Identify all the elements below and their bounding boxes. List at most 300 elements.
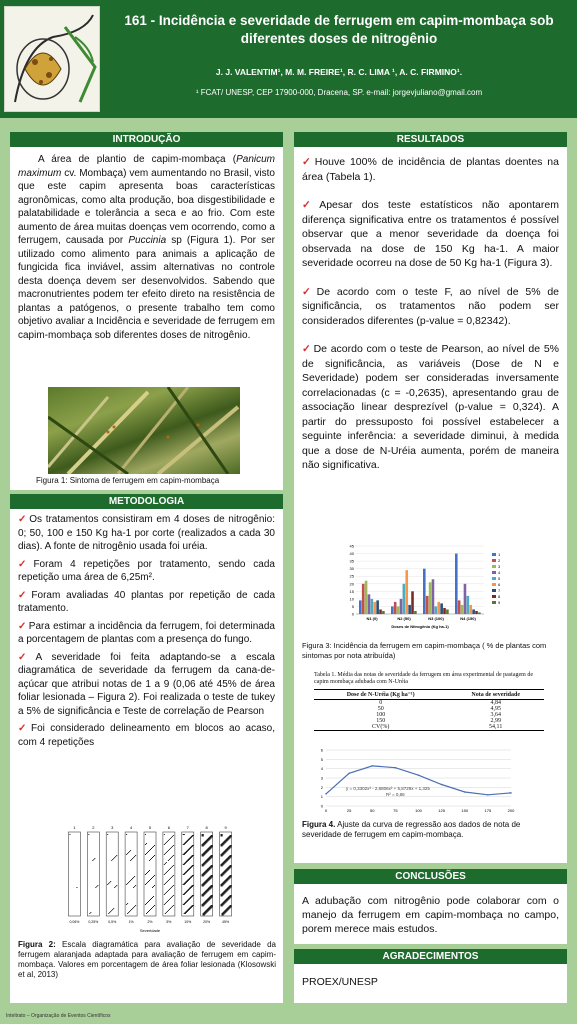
curve-point	[487, 794, 489, 796]
lesion-spot	[112, 859, 113, 860]
lesion-spot	[169, 909, 170, 910]
results-item: ✓ Apesar dos teste estatísticos não apontarem diferença significativa entre os tratamentos é possível observar que a menor severidade da doença foi observada na dose de 150 Kg ha-1. A maior severidade ocorreu na dose de 50 Kg ha-1 (Figura 3).	[302, 199, 559, 269]
lesion-spot	[211, 845, 213, 848]
y-tick-label: 3	[320, 775, 323, 781]
lesion-spot	[132, 908, 133, 909]
lesion-spot	[90, 912, 91, 913]
check-icon: ✓	[18, 723, 29, 734]
severity-scale-figure	[65, 824, 235, 934]
lesion-spot	[149, 870, 150, 871]
lesion-spot	[153, 906, 154, 907]
lesion-spot	[191, 886, 193, 887]
lesion-spot	[147, 912, 148, 913]
lesion-spot	[149, 880, 150, 881]
lesion-spot	[135, 855, 136, 856]
bar-series-2	[362, 584, 365, 614]
lesion-spot	[184, 883, 186, 884]
lesion-spot	[114, 887, 115, 888]
legend-swatch	[492, 565, 496, 568]
bar-series-5	[467, 596, 470, 614]
lesion-spot	[152, 887, 153, 888]
lesion-spot	[172, 866, 173, 867]
y-tick-label: 30	[349, 566, 354, 572]
fig1-caption: Figura 1: Sintoma de ferrugem em capim-mombaça	[36, 476, 220, 485]
lesion-spot	[146, 843, 147, 844]
lesion-spot	[191, 896, 193, 897]
lesion-spot	[129, 911, 130, 912]
lesion-spot	[167, 841, 168, 842]
lesion-spot	[133, 887, 134, 888]
leaf-strip	[87, 832, 99, 916]
check-icon: ✓	[302, 156, 313, 168]
lesion-spot	[165, 903, 166, 904]
results-heading: RESULTADOS	[294, 132, 567, 147]
lesion-spot	[165, 843, 166, 844]
lesion-spot	[92, 860, 93, 861]
lesion-spot	[95, 887, 96, 888]
fig3-caption: Figura 3: Incidência da ferrugem em capim-mombaça ( % de plantas com sintomas por nota atribuída)	[302, 641, 547, 660]
bar-series-2	[394, 602, 397, 614]
check-icon: ✓	[18, 651, 34, 663]
lesion-spot	[131, 859, 132, 860]
lesion-spot	[190, 837, 192, 838]
check-icon: ✓	[302, 343, 312, 355]
legend-label: 1	[498, 552, 501, 557]
conclusions-text: A adubação com nitrogênio pode colaborar com o manejo da ferrugem em capim-mombaça no campo, porem merece mais estudos.	[302, 895, 559, 935]
lesion-spot	[190, 847, 192, 848]
lesion-spot	[189, 868, 191, 869]
lesion-spot	[191, 876, 193, 877]
table-cell: 0	[379, 700, 383, 706]
table-cell: 3,64	[490, 712, 501, 718]
lesion-spot	[130, 910, 131, 911]
intro-text: A área de plantio de capim-mombaça (Panicum maximum cv. Mombaça) vem aumentando no Brasil, visto que este capim apresenta boas características agronômicas, como alta produção, boa disgestibilidade e palatabilidade e tolerância a seca e ao frio. Com este aumento de área muitas doenças vem ocorrendo, como a ferrugem, causada por Puccinia sp (Figura 1). Por ser utilizado como alimento para animais a aplicação de fungicida fica inviável, assim alternativas no controle desta doença devem ser desenvolvidos. Sabendo que macronutrientes podem ter efeito direto na resistência de plantas a patógenos, o presente trabalho tem como objetivo avaliar a Incidência e severidade de ferrugem em capim-mombaça sob diferentes doses de nitrogênio.	[18, 154, 275, 341]
lesion-spot	[109, 882, 110, 883]
lesion-spot	[189, 898, 191, 899]
conclusions-section	[294, 869, 567, 944]
results-item: ✓ Houve 100% de incidência de plantas doentes na área (Tabela 1).	[302, 156, 559, 183]
incidence-bar-chart	[344, 540, 524, 640]
lesion-spot	[172, 846, 173, 847]
lesion-spot	[184, 893, 186, 894]
x-tick-label: 200	[507, 808, 515, 813]
lesion-spot	[189, 908, 191, 909]
scale-percent: 10%	[184, 920, 192, 924]
lesion-spot	[185, 852, 187, 853]
lesion-spot	[164, 864, 165, 865]
lesion-spot	[230, 905, 232, 908]
lesion-spot	[110, 881, 111, 882]
lesion-spot	[147, 882, 148, 883]
lesion-spot	[152, 847, 153, 848]
lesion-spot	[189, 848, 191, 849]
bar-series-2	[458, 600, 461, 614]
lesion-spot	[165, 913, 166, 914]
lesion-spot	[171, 877, 172, 878]
x-axis-label: Doses de Nitrogênio (Kg ha-1)	[391, 624, 449, 629]
x-tick-label: 150	[461, 808, 469, 813]
lesion-spot	[168, 890, 169, 891]
lesion-spot	[166, 912, 167, 913]
lesion-spot	[151, 898, 152, 899]
legend-label: 8	[498, 594, 501, 599]
bar-series-6	[469, 605, 472, 614]
lesion-spot	[167, 851, 168, 852]
lesion-spot	[230, 845, 232, 848]
table-cell: 100	[376, 712, 386, 718]
lesion-spot	[185, 842, 187, 843]
y-tick-label: 35	[349, 558, 354, 564]
lesion-spot	[172, 886, 173, 887]
curve-point	[325, 793, 327, 795]
curve-point	[395, 767, 397, 769]
lesion-spot	[128, 912, 129, 913]
lesion-spot	[211, 905, 213, 908]
lesion-spot	[128, 882, 129, 883]
lesion-spot	[149, 900, 150, 901]
lesion-spot	[167, 901, 168, 902]
lesion-spot	[192, 835, 194, 836]
lesion-spot	[221, 834, 223, 837]
lesion-spot	[188, 909, 190, 910]
bar-series-9	[382, 611, 385, 614]
lesion-spot	[150, 899, 151, 900]
lesion-spot	[113, 908, 114, 909]
lesion-spot	[185, 882, 187, 883]
lesion-spot	[188, 889, 190, 890]
lesion-spot	[153, 856, 154, 857]
lesion-spot	[166, 872, 167, 873]
lesion-spot	[114, 857, 115, 858]
lesion-spot	[167, 871, 168, 872]
y-tick-label: 45	[349, 543, 354, 549]
x-tick-label: N2 (50)	[397, 616, 411, 621]
lesion-spot	[164, 834, 165, 835]
lesion-spot	[171, 907, 172, 908]
lesion-spot	[166, 852, 167, 853]
lesion-spot	[166, 862, 167, 863]
scale-axis-label: Severidade	[139, 928, 161, 933]
scale-percent: 0,25%	[88, 920, 99, 924]
lesion-spot	[191, 846, 193, 847]
rust-illustration-logo	[4, 6, 100, 112]
lesion-spot	[168, 840, 169, 841]
lesion-spot	[154, 845, 155, 846]
lesion-spot	[187, 870, 189, 871]
lesion-spot	[164, 894, 165, 895]
affiliation: ¹ FCAT/ UNESP, CEP 17900-000, Dracena, SP. e-mail: jorgevjuliano@gmail.com	[195, 88, 483, 97]
lesion-spot	[134, 886, 135, 887]
footer-credit: Inteltrato – Organização de Eventos Científicos	[6, 1013, 111, 1019]
y-tick-label: 4	[320, 766, 323, 772]
lesion-spot	[211, 875, 213, 878]
y-tick-label: 5	[351, 603, 354, 609]
leaf-strip	[68, 832, 80, 916]
regression-equation: y = 0,3302x³ - 2,6806x² + 5,8729x + 1,325	[346, 786, 430, 791]
lesion-spot	[186, 851, 188, 852]
results-item: ✓ De acordo com o teste F, ao nível de 5% de significância, os tratamentos não podem ser considerados diferentes (p-value = 0,82342).	[302, 285, 559, 327]
lesion-spot	[188, 859, 190, 860]
lesion-spot	[187, 900, 189, 901]
x-tick-label: N4 (150)	[460, 616, 476, 621]
lesion-spot	[211, 885, 213, 888]
lesion-spot	[96, 886, 97, 887]
lesion-spot	[170, 888, 171, 889]
lesion-spot	[165, 873, 166, 874]
lesion-spot	[165, 863, 166, 864]
acknowledgements-heading: AGRADECIMENTOS	[294, 949, 567, 964]
lesion-spot	[185, 872, 187, 873]
lesion-spot	[170, 858, 171, 859]
lesion-spot	[169, 869, 170, 870]
methodology-item: ✓ Os tratamentos consistiram em 4 doses de nitrogênio: 0; 50, 100 e 150 Kg ha-1 por corte (realizados a cada 30 dias). A fonte de nitrogênio usada foi uréia.	[18, 514, 275, 552]
lesion-spot	[129, 851, 130, 852]
lesion-spot	[184, 863, 186, 864]
curve-point	[441, 784, 443, 786]
scale-percent: 2%	[147, 920, 153, 924]
lesion-spot	[134, 906, 135, 907]
lesion-spot	[127, 913, 128, 914]
poster-title: 161 - Incidência e severidade de ferrugem em capim-mombaça sob diferentes doses de nitrogênio	[124, 13, 554, 46]
lesion-spot	[170, 898, 171, 899]
intro-heading: INTRODUÇÃO	[10, 132, 283, 147]
check-icon: ✓	[302, 199, 318, 211]
lesion-spot	[169, 889, 170, 890]
poster-header	[0, 0, 577, 118]
lesion-spot	[168, 880, 169, 881]
table-cell: 4,84	[490, 700, 501, 706]
x-tick-label: 25	[346, 808, 352, 813]
lesion-spot	[211, 865, 213, 868]
lesion-spot	[167, 911, 168, 912]
lesion-spot	[173, 905, 174, 906]
lesion-spot	[184, 843, 186, 844]
lesion-spot	[151, 908, 152, 909]
lesion-spot	[130, 860, 131, 861]
bar-series-5	[435, 606, 438, 614]
x-tick-label: N3 (100)	[428, 616, 444, 621]
scale-number: 7	[186, 825, 189, 830]
lesion-spot	[192, 885, 194, 886]
lesion-spot	[172, 856, 173, 857]
results-item: ✓ De acordo com o teste de Pearson, ao nível de 5% de significância, as variáveis (Dose de N e Severidade) podem ser consideradas inversamente correlacionadas (c = -0,2635), apresentando grau de associação linear desprezível (p-value = 0,324). A partir do pressuposto foi possível estabelecer a seguinte inferência: a severidade diminui, à medida que a dose de N-Uréia aumenta, porém de maneira não significativa.	[302, 343, 559, 471]
lesion-spot	[148, 871, 149, 872]
lesion-spot	[192, 895, 194, 896]
lesion-spot	[146, 903, 147, 904]
lesion-spot	[110, 911, 111, 912]
lesion-spot	[135, 905, 136, 906]
lesion-spot	[126, 854, 127, 855]
lesion-spot	[183, 844, 185, 845]
lesion-spot	[230, 895, 232, 898]
check-icon: ✓	[18, 514, 28, 525]
lesion-spot	[132, 858, 133, 859]
bar-series-8	[379, 609, 382, 614]
lesion-spot	[128, 852, 129, 853]
x-tick-label: 125	[438, 808, 445, 813]
lesion-spot	[168, 910, 169, 911]
severity-table	[314, 672, 544, 731]
table-title: Tabela 1. Média das notas de severidade da ferrugem em área experimental de pastagem de capim mombaça adubada com N-Uréia	[314, 672, 533, 685]
lesion-spot	[145, 884, 146, 885]
bar-series-1	[455, 554, 458, 614]
lesion-spot	[187, 890, 189, 891]
legend-label: 3	[498, 564, 501, 569]
methodology-item: ✓ A severidade foi feita adaptando-se a escala diagramática de severidade da ferrugem da cana-de-açúcar que atribui notas de 1 a 9 (0,06 até 45% de área foliar lesionada – Figura 2). Foi realizada o teste de tukey a 5% de significância e Teste de correlação de Pearson	[18, 651, 275, 717]
scale-number: 2	[92, 825, 95, 830]
lesion-spot	[147, 902, 148, 903]
lesion-spot	[169, 879, 170, 880]
lesion-spot	[189, 888, 191, 889]
lesion-spot	[186, 861, 188, 862]
lesion-spot	[165, 893, 166, 894]
methodology-list	[10, 509, 283, 749]
lesion-spot	[130, 850, 131, 851]
legend-swatch	[492, 583, 496, 586]
lesion-spot	[167, 881, 168, 882]
lesion-spot	[126, 834, 127, 835]
lesion-spot	[148, 881, 149, 882]
lesion-spot	[173, 865, 174, 866]
bar-series-1	[423, 569, 426, 614]
curve-point	[464, 791, 466, 793]
lesion-spot	[191, 906, 193, 907]
check-icon: ✓	[18, 589, 30, 601]
lesion-spot	[147, 872, 148, 873]
lesion-spot	[154, 875, 155, 876]
curve-point	[510, 792, 512, 794]
lesion-spot	[150, 859, 151, 860]
lesion-spot	[171, 857, 172, 858]
lesion-spot	[108, 883, 109, 884]
scale-percent: 20%	[203, 920, 211, 924]
lesion-spot	[115, 886, 116, 887]
lesion-spot	[189, 858, 191, 859]
results-list	[294, 147, 567, 473]
lesion-spot	[127, 853, 128, 854]
legend-swatch	[492, 601, 496, 604]
lesion-spot	[230, 885, 232, 888]
lesion-spot	[172, 836, 173, 837]
lesion-spot	[230, 855, 232, 858]
lesion-spot	[153, 846, 154, 847]
lesion-spot	[168, 860, 169, 861]
lesion-spot	[115, 856, 116, 857]
curve-point	[418, 774, 420, 776]
lesion-spot	[188, 849, 190, 850]
lesion-spot	[150, 909, 151, 910]
lesion-spot	[113, 858, 114, 859]
lesion-spot	[132, 878, 133, 879]
lesion-spot	[116, 855, 117, 856]
lesion-spot	[152, 897, 153, 898]
lesion-spot	[164, 884, 165, 885]
bar-series-5	[371, 599, 374, 614]
scale-percent: 5%	[166, 920, 172, 924]
lesion-spot	[166, 892, 167, 893]
legend-label: 4	[498, 570, 501, 575]
lesion-spot	[130, 880, 131, 881]
results-section	[294, 132, 567, 863]
bar-series-1	[359, 600, 362, 614]
lesion-spot	[127, 883, 128, 884]
lesion-spot	[190, 897, 192, 898]
lesion-spot	[94, 858, 95, 859]
lesion-spot	[169, 839, 170, 840]
lesion-spot	[188, 839, 190, 840]
lesion-spot	[151, 858, 152, 859]
lesion-spot	[145, 874, 146, 875]
lesion-spot	[183, 864, 185, 865]
scale-number: 6	[167, 825, 171, 830]
lesion-spot	[192, 855, 194, 856]
lesion-spot	[116, 885, 117, 886]
lesion-spot	[166, 882, 167, 883]
bar-series-9	[414, 611, 417, 614]
lesion-spot	[164, 854, 165, 855]
lesion-spot	[126, 904, 127, 905]
bar-series-8	[475, 611, 478, 614]
lesion-spot	[134, 876, 135, 877]
lesion-spot	[185, 892, 187, 893]
lesion-spot	[211, 855, 213, 858]
lesion-spot	[185, 912, 187, 913]
lesion-spot	[171, 837, 172, 838]
lesion-spot	[149, 860, 150, 861]
legend-label: 9	[498, 600, 501, 605]
lesion-spot	[154, 885, 155, 886]
lesion-spot	[183, 874, 185, 875]
legend-label: 2	[498, 558, 501, 563]
lesion-spot	[190, 857, 192, 858]
lesion-spot	[170, 908, 171, 909]
y-tick-label: 5	[320, 756, 323, 762]
leaf-strip	[125, 832, 137, 916]
lesion-spot	[208, 868, 210, 871]
lesion-spot	[184, 873, 186, 874]
acknowledgements-section	[294, 949, 567, 1003]
lesion-spot	[164, 874, 165, 875]
lesion-spot	[192, 905, 194, 906]
lesion-spot	[223, 882, 225, 885]
bar-series-6	[437, 602, 440, 614]
lesion-spot	[184, 913, 186, 914]
lesion-spot	[183, 834, 185, 835]
legend-swatch	[492, 571, 496, 574]
lesion-spot	[189, 878, 191, 879]
lesion-spot	[211, 835, 213, 838]
lesion-spot	[165, 853, 166, 854]
lesion-spot	[173, 845, 174, 846]
lesion-spot	[149, 850, 150, 851]
y-tick-label: 1	[320, 794, 323, 800]
check-icon: ✓	[302, 285, 315, 298]
lesion-spot	[187, 860, 189, 861]
lesion-spot	[190, 867, 192, 868]
methodology-section	[10, 494, 283, 1003]
lesion-spot	[152, 907, 153, 908]
lesion-spot	[153, 896, 154, 897]
lesion-spot	[166, 842, 167, 843]
methodology-heading: METODOLOGIA	[10, 494, 283, 509]
y-tick-label: 25	[349, 573, 354, 579]
lesion-spot	[188, 879, 190, 880]
lesion-spot	[146, 883, 147, 884]
conclusions-heading: CONCLUSÕES	[294, 869, 567, 884]
lesion-spot	[169, 859, 170, 860]
lesion-spot	[111, 860, 112, 861]
lesion-spot	[202, 834, 204, 837]
